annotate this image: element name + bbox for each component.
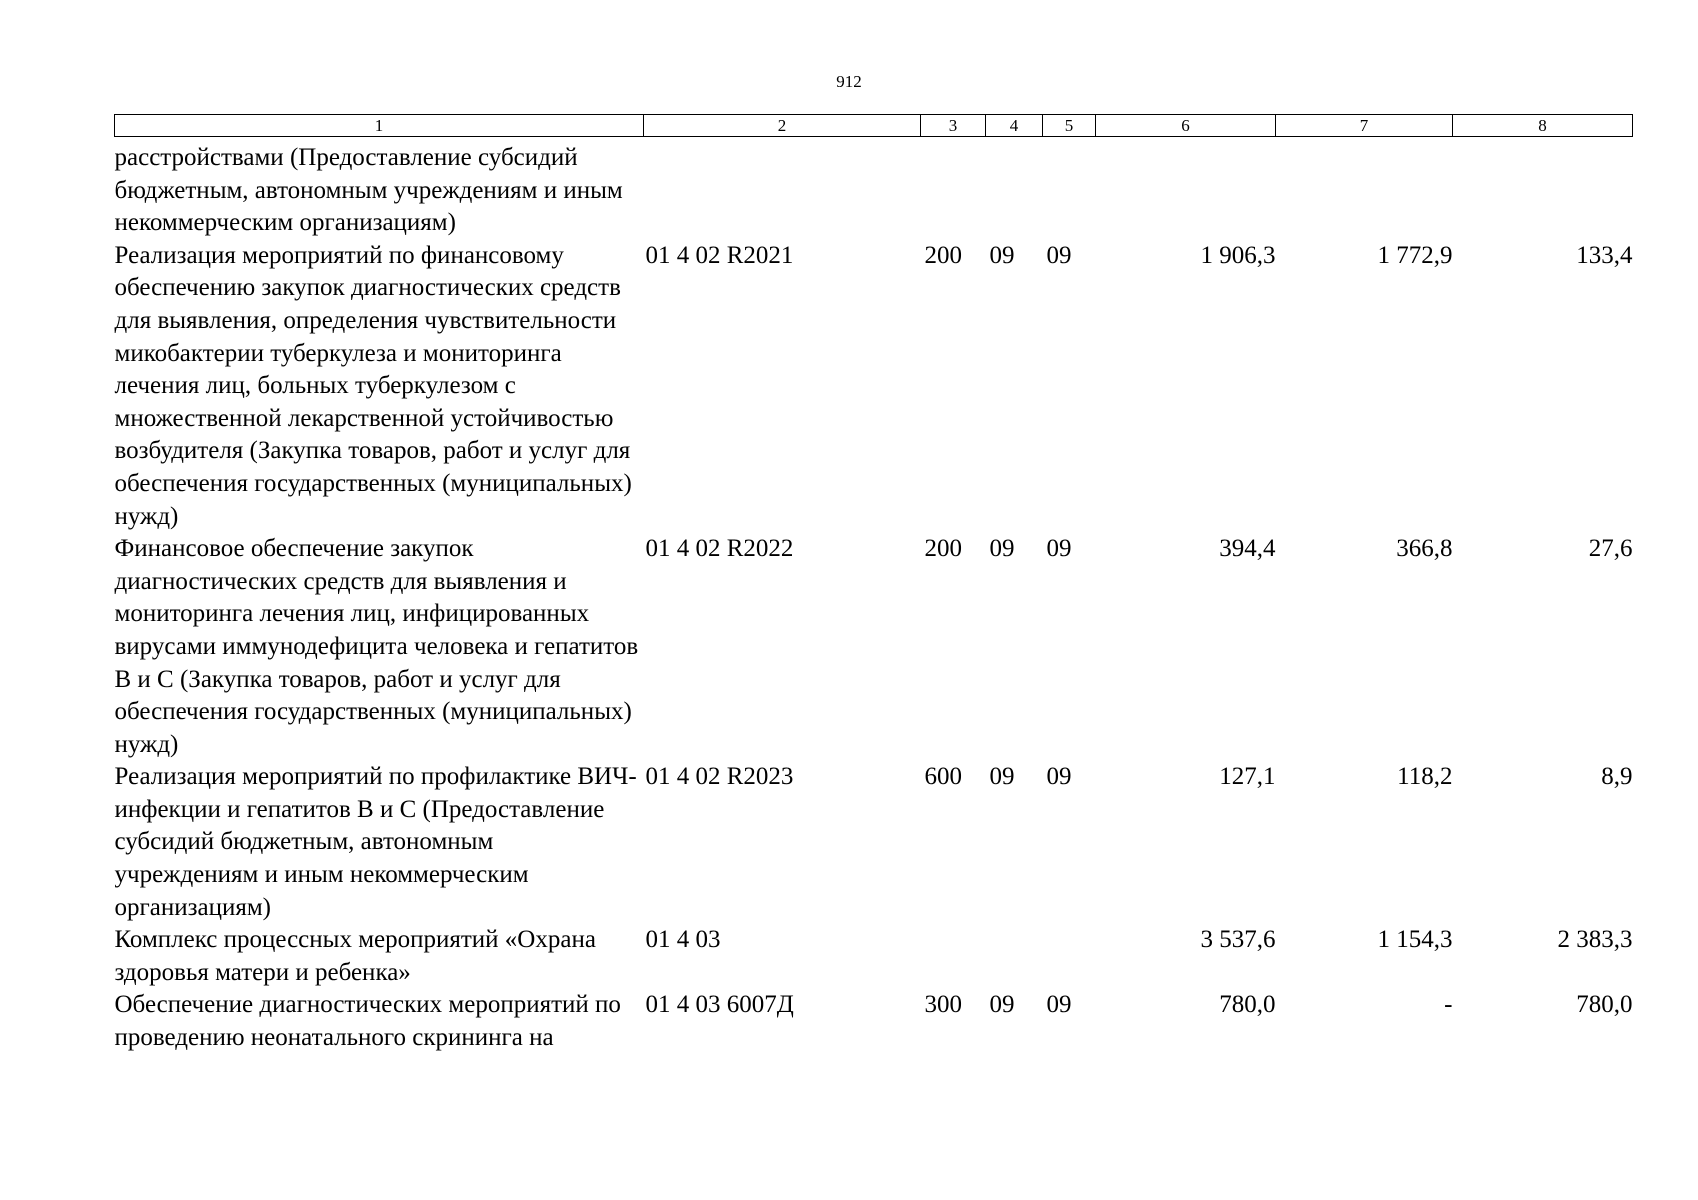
column-header-6: 6 (1096, 115, 1276, 137)
row-amount-federal: 366,8 (1396, 535, 1453, 563)
row-amount-total: 394,4 (1219, 535, 1276, 563)
row-amount-federal (1276, 137, 1453, 240)
row-description: Реализация мероприятий по профилактике ВИЧ-инфекции и гепатитов B и C (Предоставление субсидий бюджетным, автономным учреждениям и иным некоммерческим организациям) (114, 763, 637, 921)
table-row (115, 924, 1633, 989)
row-expense-type (921, 924, 986, 989)
table-header (115, 115, 1633, 137)
row-amount-total: 127,1 (1219, 763, 1276, 791)
row-amount-federal: - (1444, 991, 1453, 1019)
row-section (986, 924, 1043, 989)
row-amount-regional: 780,0 (1576, 991, 1633, 1019)
table-row (115, 240, 1633, 533)
row-target-code: 01 4 02 R2022 (645, 535, 794, 563)
table-row (115, 989, 1633, 1054)
row-amount-regional: 27,6 (1588, 535, 1633, 563)
row-amount-regional: 133,4 (1576, 241, 1633, 269)
row-section: 09 (989, 241, 1015, 269)
row-section (986, 137, 1043, 240)
column-header-4: 4 (986, 115, 1043, 137)
row-target-code: 01 4 02 R2021 (645, 241, 794, 269)
row-amount-total: 1 906,3 (1200, 241, 1276, 269)
page-number: 912 (836, 72, 862, 91)
column-header-8: 8 (1453, 115, 1633, 137)
row-amount-federal: 118,2 (1397, 763, 1453, 791)
row-subsection: 09 (1046, 535, 1072, 563)
row-subsection (1043, 924, 1096, 989)
column-header-3: 3 (921, 115, 986, 137)
row-subsection (1043, 137, 1096, 240)
row-expense-type: 200 (924, 535, 962, 563)
row-description: Комплекс процессных мероприятий «Охрана здоровья матери и ребенка» (114, 926, 596, 986)
row-expense-type: 300 (924, 991, 962, 1019)
row-expense-type (921, 137, 986, 240)
column-header-7: 7 (1276, 115, 1453, 137)
column-header-5: 5 (1043, 115, 1096, 137)
column-header-1: 1 (115, 115, 644, 137)
row-subsection: 09 (1046, 241, 1072, 269)
row-target-code (644, 137, 921, 240)
table-row (115, 533, 1633, 761)
row-description: Обеспечение диагностических мероприятий по проведению неонатального скрининга на (114, 991, 621, 1052)
row-amount-total: 3 537,6 (1200, 926, 1276, 954)
row-subsection: 09 (1046, 991, 1072, 1019)
budget-table (114, 114, 1633, 1055)
row-amount-federal: 1 772,9 (1377, 241, 1453, 269)
row-amount-regional (1453, 137, 1633, 240)
row-target-code: 01 4 03 (645, 926, 721, 954)
row-section: 09 (989, 991, 1015, 1019)
row-amount-total: 780,0 (1219, 991, 1276, 1019)
row-amount-regional: 2 383,3 (1557, 926, 1633, 954)
row-subsection: 09 (1046, 763, 1072, 791)
row-expense-type: 200 (924, 241, 962, 269)
row-target-code: 01 4 03 6007Д (645, 991, 794, 1019)
column-header-2: 2 (644, 115, 921, 137)
header-row (115, 115, 1633, 137)
table-row (115, 137, 1633, 240)
row-description: расстройствами (Предоставление субсидий бюджетным, автономным учреждениям и иным некоммерческим организациям) (114, 144, 623, 237)
row-amount-total (1096, 137, 1276, 240)
row-description: Реализация мероприятий по финансовому обеспечению закупок диагностических средств для выявления, определения чувствительности микобактерии туберкулеза и мониторинга лечения лиц, больных туберкулезом с множественной лекарственной устойчивостью возбудителя (Закупка товаров, работ и услуг для обеспечения государственных (муниципальных) нужд) (114, 241, 632, 530)
row-amount-regional: 8,9 (1601, 763, 1633, 791)
row-amount-federal: 1 154,3 (1377, 926, 1453, 954)
table-body (115, 137, 1633, 1055)
row-section: 09 (989, 763, 1015, 791)
row-target-code: 01 4 02 R2023 (645, 763, 794, 791)
row-description: Финансовое обеспечение закупок диагностических средств для выявления и мониторинга лечения лиц, инфицированных вирусами иммунодефицита человека и гепатитов B и C (Закупка товаров, работ и услуг для обеспечения государственных (муниципальных) нужд) (114, 535, 639, 758)
row-expense-type: 600 (924, 763, 962, 791)
row-section: 09 (989, 535, 1015, 563)
table-row (115, 761, 1633, 924)
